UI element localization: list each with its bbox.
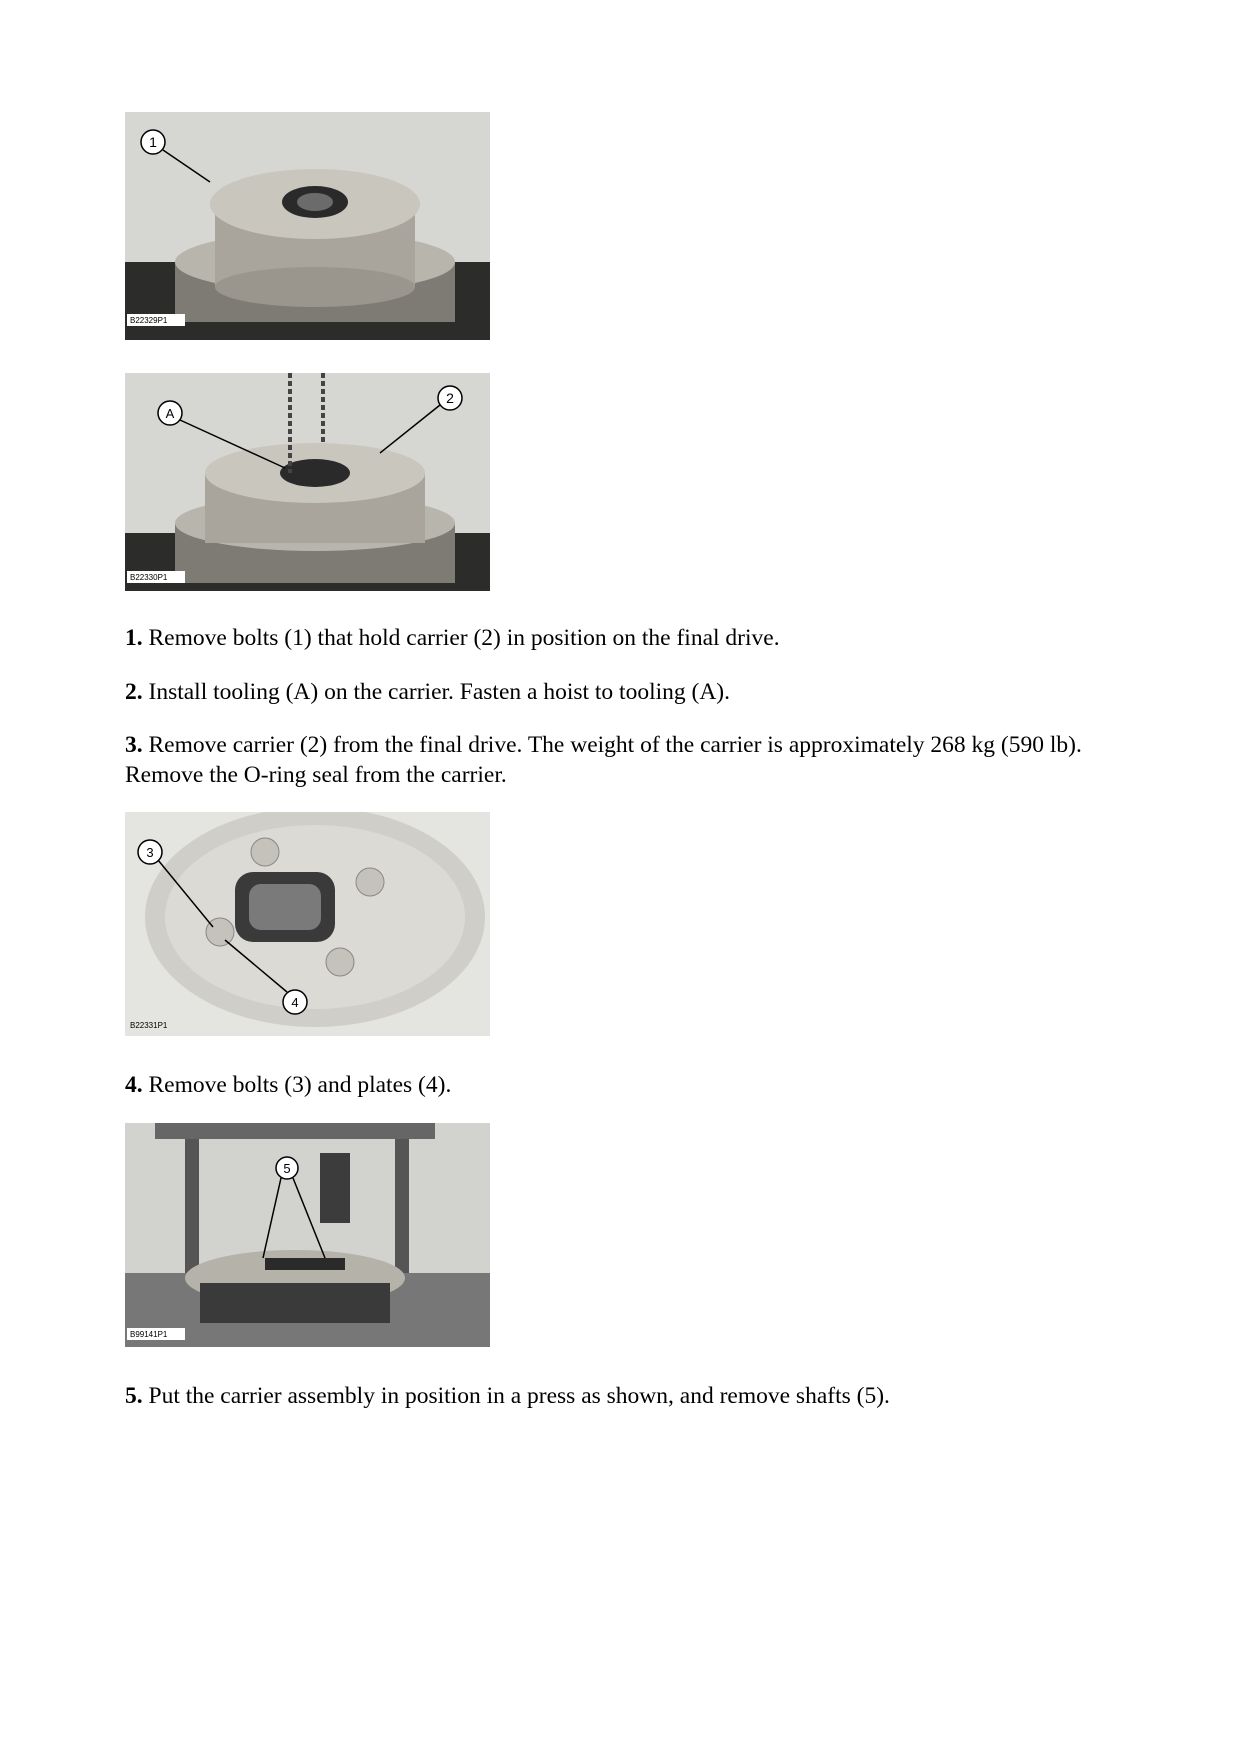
step-3: [125, 730, 1115, 790]
callout-5: 5: [283, 1161, 291, 1176]
figure-bolts-plates: [125, 812, 490, 1036]
step-2: [125, 677, 1115, 707]
figure-code: B22330P1: [130, 573, 168, 582]
step-text: Remove bolts (1) that hold carrier (2) in position on the final drive.: [142, 625, 780, 651]
callout-1: 1: [149, 134, 157, 150]
figure-code: B99141P1: [130, 1330, 168, 1339]
figure-carrier-bolts: [125, 112, 490, 340]
callout-3: 3: [146, 845, 154, 860]
step-number: 4.: [125, 1072, 143, 1098]
step-1: [125, 623, 1115, 653]
step-5: [125, 1381, 1115, 1411]
step-text: Put the carrier assembly in position in a press as shown, and remove shafts (5).: [142, 1383, 890, 1409]
figure-tooling-hoist: [125, 373, 490, 591]
tooling-hoist-photo: [125, 373, 490, 591]
step-text: Remove bolts (3) and plates (4).: [142, 1072, 452, 1098]
callout-4: 4: [291, 995, 299, 1010]
figure-code: B22329P1: [130, 316, 168, 325]
step-number: 5.: [125, 1383, 143, 1409]
step-number: 2.: [125, 679, 143, 705]
step-text: Remove carrier (2) from the final drive. The weight of the carrier is approximately 268 kg (590 lb). Remove the O-ring seal from the carrier.: [125, 732, 1082, 788]
carrier-bolts-photo: [125, 112, 490, 340]
step-text: Install tooling (A) on the carrier. Fasten a hoist to tooling (A).: [142, 679, 731, 705]
press-shafts-photo: [125, 1123, 490, 1347]
bolts-plates-photo: [125, 812, 490, 1036]
callout-2: 2: [446, 390, 454, 406]
step-number: 1.: [125, 625, 143, 651]
step-number: 3.: [125, 732, 143, 758]
callout-a: A: [165, 406, 175, 421]
step-4: [125, 1070, 1115, 1100]
figure-code: B22331P1: [130, 1021, 168, 1030]
figure-press-shafts: [125, 1123, 490, 1347]
